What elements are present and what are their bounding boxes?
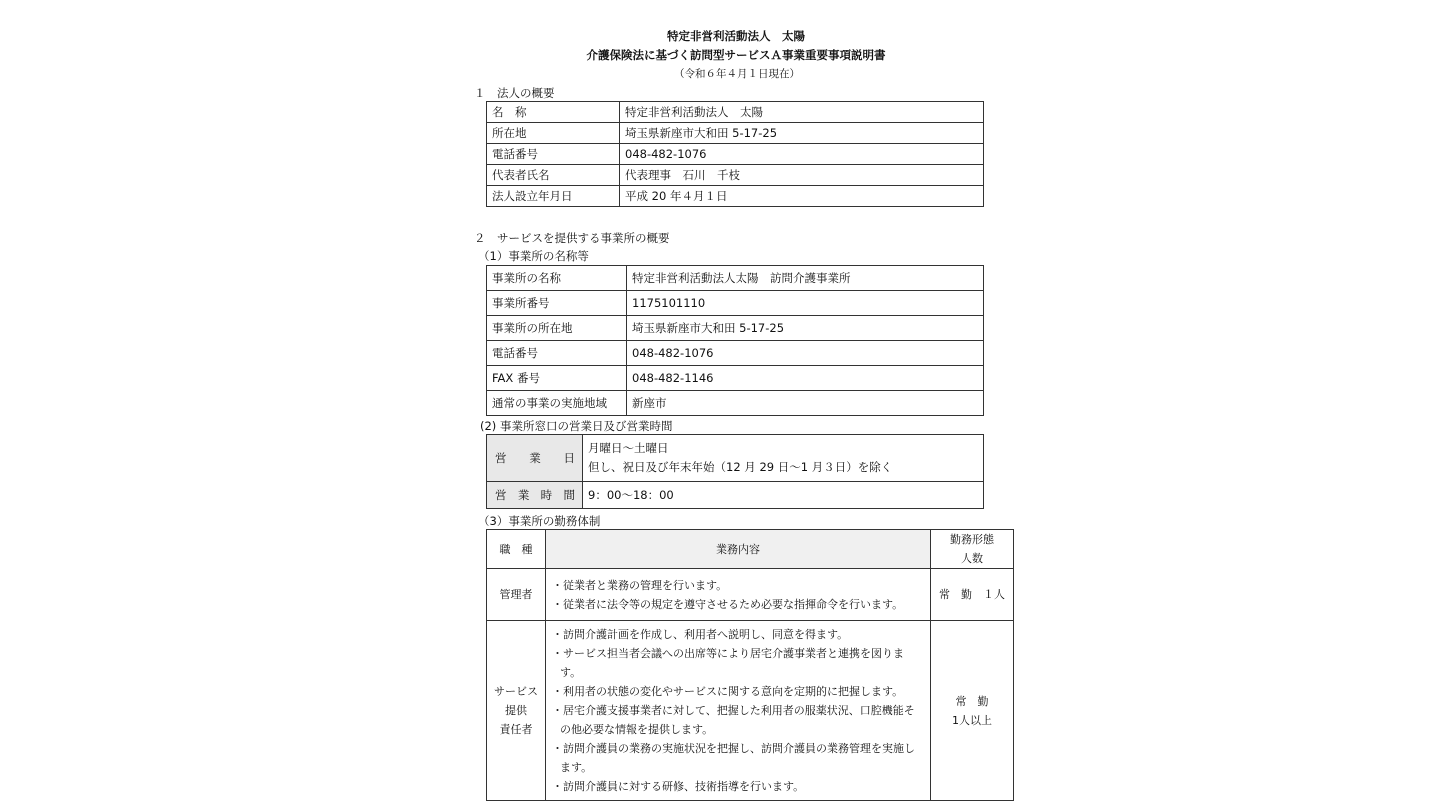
office-info-value: 埼玉県新座市大和田 5-17-25 xyxy=(627,316,984,341)
staff-count-line: 常 勤 xyxy=(955,694,989,708)
office-info-label: FAX 番号 xyxy=(487,366,627,391)
office-info-row xyxy=(487,266,984,291)
corporation-info-value: 埼玉県新座市大和田 5-17-25 xyxy=(620,123,984,144)
office-info-row xyxy=(487,316,984,341)
business-hours-row xyxy=(487,482,984,509)
business-hours-value: 9：00～18：00 xyxy=(583,482,984,509)
section2-heading: ２ サービスを提供する事業所の概要 xyxy=(474,231,670,245)
duty-item: ・訪問介護計画を作成し、利用者へ説明し、同意を得ます。 xyxy=(552,628,849,641)
office-info-value: 048-482-1076 xyxy=(627,341,984,366)
staff-count-line: 常 勤 １人 xyxy=(939,588,1005,601)
corporation-info-row xyxy=(487,123,984,144)
duty-item: ・従業者と業務の管理を行います。 xyxy=(552,578,728,592)
corporation-info-value: 048-482-1076 xyxy=(620,144,984,165)
as-of-date: （令和６年４月１日現在） xyxy=(674,68,800,80)
business-hours-table xyxy=(486,434,984,509)
staffing-table xyxy=(486,529,1014,801)
staff-job-line: 管理者 xyxy=(499,588,533,601)
business-days-row xyxy=(487,435,984,482)
staff-count xyxy=(931,621,1014,801)
duty-item: ・サービス担当者会議への出席等により居宅介護事業者と連携を図ります。 xyxy=(552,647,904,679)
corporation-info-value: 特定非営利活動法人 太陽 xyxy=(620,102,984,123)
office-info-table xyxy=(486,265,984,416)
office-info-row xyxy=(487,366,984,391)
corporation-info-row xyxy=(487,165,984,186)
corporation-info-row xyxy=(487,102,984,123)
duty-item: ・居宅介護支援事業者に対して、把握した利用者の服薬状況、口腔機能その他必要な情報を提供します。 xyxy=(552,704,915,736)
office-info-label: 事業所の名称 xyxy=(487,266,627,291)
corporation-info-value: 代表理事 石川 千枝 xyxy=(620,165,984,186)
staff-job-line: 提供 xyxy=(505,704,527,717)
office-info-value: 1175101110 xyxy=(627,291,984,316)
section1-heading: １ 法人の概要 xyxy=(474,86,555,100)
duty-item: ・利用者の状態の変化やサービスに関する意向を定期的に把握します。 xyxy=(552,685,904,698)
corporation-info-label: 代表者氏名 xyxy=(487,165,620,186)
duties-column-header: 業務内容 xyxy=(546,530,931,569)
subsection1-heading: （1）事業所の名称等 xyxy=(478,249,589,263)
subsection2-heading: (2) 事業所窓口の営業日及び営業時間 xyxy=(480,419,673,433)
staff-job-line: サービス xyxy=(494,685,538,698)
duty-item: ・訪問介護員の業務の実施状況を把握し、訪問介護員の業務管理を実施します。 xyxy=(552,742,915,774)
job-column-header: 職 種 xyxy=(487,530,546,569)
office-info-label: 電話番号 xyxy=(487,341,627,366)
staff-count-line: 1人以上 xyxy=(952,713,992,727)
staff-job xyxy=(487,621,546,801)
office-info-row xyxy=(487,291,984,316)
org-title: 特定非営利活動法人 太陽 xyxy=(667,29,805,43)
staff-row xyxy=(487,569,1014,621)
staff-row xyxy=(487,621,1014,801)
business-days-label: 営 業 日 xyxy=(487,435,583,482)
office-info-label: 事業所の所在地 xyxy=(487,316,627,341)
staff-count xyxy=(931,569,1014,621)
corporation-overview-table xyxy=(486,101,984,207)
corporation-info-row xyxy=(487,186,984,207)
duty-item: ・訪問介護員に対する研修、技術指導を行います。 xyxy=(552,780,805,793)
staff-job-line: 責任者 xyxy=(499,723,533,736)
office-info-label: 事業所番号 xyxy=(487,291,627,316)
staff-job xyxy=(487,569,546,621)
staff-duties xyxy=(546,569,931,621)
staffing-header-row xyxy=(487,530,1014,569)
subsection3-heading: （3）事業所の勤務体制 xyxy=(478,514,601,528)
count-column-header: 勤務形態 人数 xyxy=(931,530,1014,569)
office-info-value: 特定非営利活動法人太陽 訪問介護事業所 xyxy=(627,266,984,291)
staff-duties xyxy=(546,621,931,801)
business-hours-label: 営 業 時 間 xyxy=(487,482,583,509)
office-info-row xyxy=(487,341,984,366)
corporation-info-label: 法人設立年月日 xyxy=(487,186,620,207)
office-info-value: 048-482-1146 xyxy=(627,366,984,391)
corporation-info-row xyxy=(487,144,984,165)
corporation-info-label: 所在地 xyxy=(487,123,620,144)
office-info-value: 新座市 xyxy=(627,391,984,416)
document-title: 介護保険法に基づく訪問型サービスＡ事業重要事項説明書 xyxy=(586,48,886,62)
office-info-label: 通常の事業の実施地域 xyxy=(487,391,627,416)
corporation-info-label: 名 称 xyxy=(487,102,620,123)
corporation-info-value: 平成 20 年４月１日 xyxy=(620,186,984,207)
office-info-row xyxy=(487,391,984,416)
business-days-value: 月曜日～土曜日 但し、祝日及び年末年始（12 月 29 日～1 月３日）を除く xyxy=(583,435,984,482)
duty-item: ・従業者に法令等の規定を遵守させるため必要な指揮命令を行います。 xyxy=(552,597,904,611)
corporation-info-label: 電話番号 xyxy=(487,144,620,165)
